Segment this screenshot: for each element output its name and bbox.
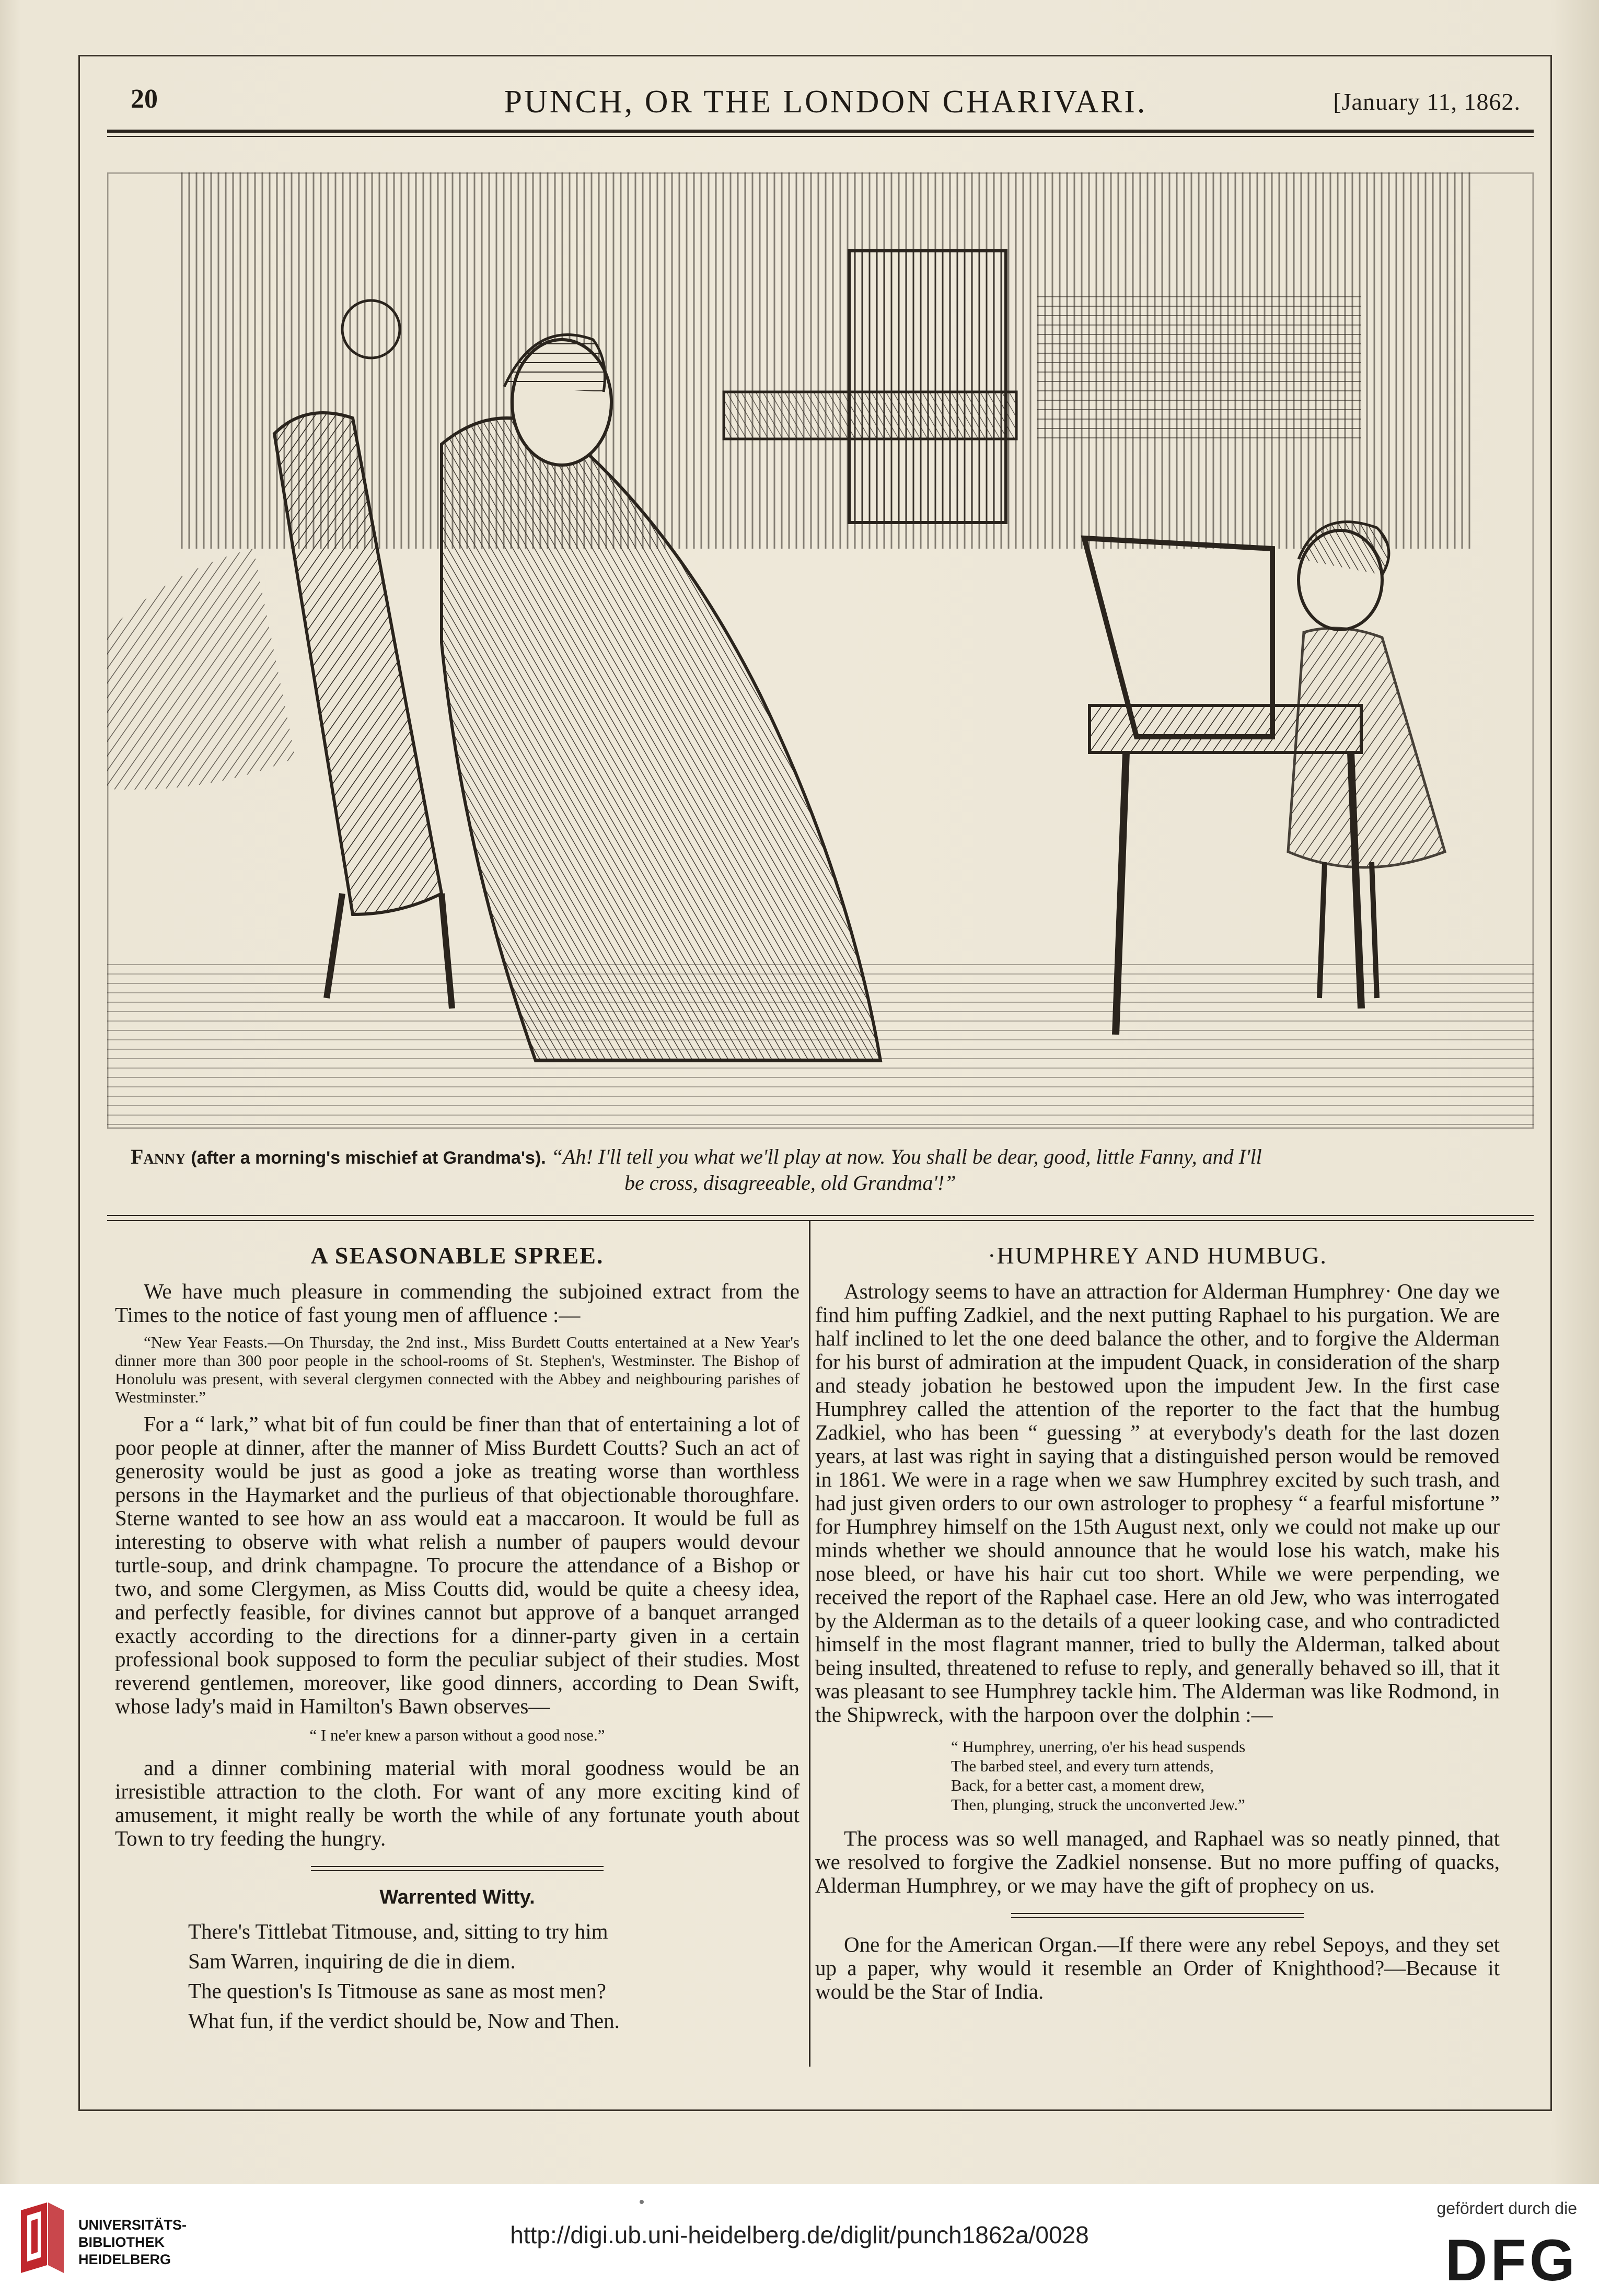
- left-column: [115, 1244, 800, 2039]
- verse-line: “ Humphrey, unerring, o'er his head suspends: [951, 1737, 1246, 1756]
- permalink-url[interactable]: http://digi.ub.uni-heidelberg.de/diglit/punch1862a/0028: [510, 2221, 1089, 2248]
- caption-note: (after a morning's mischief at Grandma's).: [191, 1148, 546, 1168]
- library-name-line: UNIVERSITÄTS-: [78, 2217, 187, 2233]
- caption-rule: [107, 1215, 1534, 1216]
- verse-line: Back, for a better cast, a moment drew,: [951, 1776, 1205, 1794]
- poem-line: The question's Is Titmouse as sane as most men?: [188, 1979, 607, 2003]
- paragraph: Astrology seems to have an attraction for Alderman Humphrey· One day we find him puffing Zadkiel, and the next putting Raphael to his purgation. We are half inclined to let the one deed balance the other, and to forgive the Alderman for his burst of admiration at the impudent Quack, in consideration of the sharp and steady jobation he bestowed upon the impudent Jew. In the first case Humphrey called the attention of the reporter to the fact that the humbug Zadkiel, who has been “ guessing ” at everybody's death for the last dozen years, at last was right in saying that a distinguished person would be removed in 1861. We were in a rage when we saw Humphrey excited by such trash, and had just given orders to our own astrologer to prophesy “ a fearful misfortune ” for Humphrey himself on the 15th August next, only we could not make up our minds whether we should announce that he would lose his watch, make his nose bleed, or have his hair cut too short. While we were perpending, we received the report of the Raphael case. Here an old Jew, who was interrogated by the Alderman as to the details of a queer looking case, and who contradicted himself in the most flagrant manner, tried to bully the Alderman, talked about being insulted, threatened to refuse to reply, and generally behaved so ill, that it was pleasant to see Humphrey tackle him. The Alderman was like Rodmond, in the Shipwreck, with the harpoon over the dolphin :—: [815, 1279, 1500, 1726]
- article-title-humphrey-and-humbug: ·HUMPHREY AND HUMBUG.: [988, 1242, 1327, 1269]
- poem-line: There's Tittlebat Titmouse, and, sitting to try him: [188, 1919, 608, 1943]
- scan-speck: [640, 2200, 644, 2204]
- funded-by-label: gefördert durch die: [1436, 2199, 1577, 2218]
- paragraph: For a “ lark,” what bit of fun could be finer than that of entertaining a lot of poor people at dinner, after the manner of Miss Burdett Coutts? Such an act of generosity would be just as good a joke as treating worse than worthless persons in the Haymarket and the purlieus of that objectionable thoroughfare. Sterne wanted to see how an ass would eat a maccaroon. It would be full as interesting to observe with what relish a number of paupers would devour turtle-soup, and drink champagne. To procure the attendance of a Bishop or two, and some Clergymen, as Miss Coutts did, would be quite a cheesy idea, and perfectly feasible, for divines cannot but approve of a banquet arranged exactly according to the directions for a dinner-party given in a certain professional book supposed to form the peculiar subject of their studies. Most reverend gentlemen, moreover, like good dinners, according to Dean Swift, whose lady's maid in Hamilton's Bawn observes—: [115, 1412, 800, 1718]
- poem-line: What fun, if the verdict should be, Now and Then.: [188, 2009, 620, 2033]
- right-column: [815, 1244, 1500, 2010]
- page-header: [131, 84, 1521, 125]
- verse-block: [951, 1737, 1500, 1814]
- article-title-warrented-witty: Warrented Witty.: [379, 1886, 535, 1908]
- paragraph: We have much pleasure in commending the subjoined extract from the Times to the notice of fast young men of affluence :—: [115, 1279, 800, 1327]
- article-title-seasonable-spree: A SEASONABLE SPREE.: [310, 1242, 604, 1269]
- cartoon-engraving: [107, 172, 1534, 1129]
- caption-quote-1: “Ah! I'll tell you what we'll play at now. You shall be dear, good, little Fanny, and I'll: [551, 1145, 1262, 1168]
- header-rule-thin: [107, 136, 1534, 137]
- poem-line: Sam Warren, inquiring de die in diem.: [188, 1949, 516, 1973]
- caption-name: Fanny: [131, 1145, 186, 1168]
- issue-date: [January 11, 1862.: [1333, 88, 1521, 115]
- cartoon-illustration: [107, 172, 1534, 1129]
- verse-quote: “ I ne'er knew a parson without a good nose.”: [309, 1726, 605, 1744]
- verse-line: Then, plunging, struck the unconverted Jew.”: [951, 1795, 1245, 1814]
- library-name-line: BIBLIOTHEK: [78, 2234, 165, 2250]
- cartoon-caption: [131, 1144, 1515, 1196]
- verse-line: The barbed steel, and every turn attends,: [951, 1757, 1214, 1775]
- caption-quote-2: be cross, disagreeable, old Grandma'!”: [624, 1171, 956, 1195]
- caption-rule-2: [107, 1220, 1534, 1221]
- paragraph: and a dinner combining material with moral goodness would be an irresistible attraction to the cloth. For want of any more exciting kind of amusement, it might really be worth the while of any fortunate youth about Town to try feeding the hungry.: [115, 1756, 800, 1850]
- header-rule: [107, 130, 1534, 133]
- viewer-footer: [0, 2184, 1599, 2296]
- library-name-line: HEIDELBERG: [78, 2252, 171, 2267]
- quoted-extract: “New Year Feasts.—On Thursday, the 2nd inst., Miss Burdett Coutts entertained at a New Year's dinner more than 300 poor people in the school-rooms of St. Stephen's, Westminster. The Bishop of Honolulu was present, with several clergymen connected with the Abbey and neighbouring parishes of Westminster.”: [115, 1333, 800, 1406]
- section-rule: [1011, 1913, 1304, 1918]
- column-divider: [809, 1220, 810, 2067]
- masthead-title: PUNCH, OR THE LONDON CHARIVARI.: [504, 84, 1148, 120]
- paragraph: One for the American Organ.—If there were any rebel Sepoys, and they set up a paper, why would it resemble an Order of Knighthood?—Because it would be the Star of India.: [815, 1932, 1500, 2003]
- page-number: 20: [131, 84, 158, 114]
- section-rule: [311, 1866, 604, 1871]
- paragraph: The process was so well managed, and Raphael was so neatly pinned, that we resolved to forgive the Zadkiel nonsense. But no more puffing of quacks, Alderman Humphrey, or we may have the gift of prophecy on us.: [815, 1826, 1500, 1897]
- dfg-logo[interactable]: DFG: [1445, 2228, 1578, 2293]
